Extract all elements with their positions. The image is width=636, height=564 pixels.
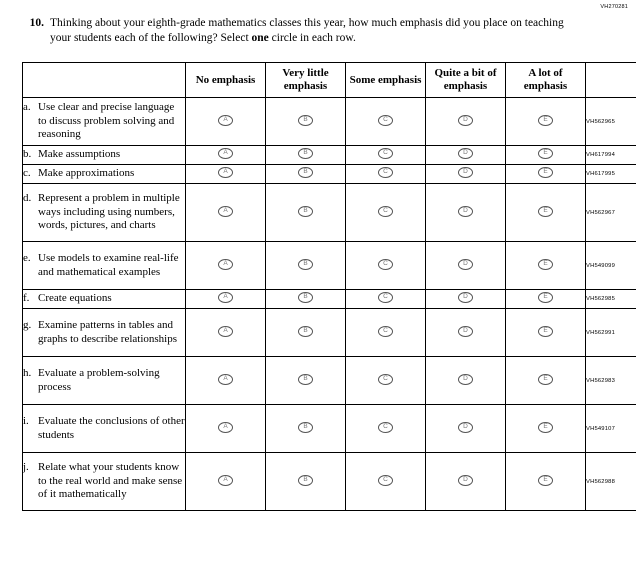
radio-bubble-label: D xyxy=(463,475,468,483)
radio-bubble-label: C xyxy=(383,326,388,334)
header-id-column xyxy=(586,63,636,98)
matrix-row-letter: c. xyxy=(23,167,31,180)
matrix-row-label-cell xyxy=(23,290,186,309)
table-row xyxy=(23,146,636,165)
radio-bubble[interactable] xyxy=(218,422,233,433)
radio-bubble-label: A xyxy=(223,259,228,267)
radio-bubble-label: D xyxy=(463,326,468,334)
radio-option-cell[interactable] xyxy=(426,453,506,511)
radio-option-cell[interactable] xyxy=(266,242,346,290)
radio-option-cell[interactable] xyxy=(506,184,586,242)
radio-bubble[interactable] xyxy=(538,259,553,270)
radio-option-cell[interactable] xyxy=(346,309,426,357)
matrix-row-label: Evaluate a problem-solving process xyxy=(38,367,160,393)
radio-option-cell[interactable] xyxy=(426,405,506,453)
radio-bubble-label: B xyxy=(303,475,308,483)
radio-option-cell[interactable] xyxy=(266,453,346,511)
radio-bubble-label: E xyxy=(543,206,548,214)
matrix-row-label: Make approximations xyxy=(38,167,135,180)
radio-bubble-label: A xyxy=(223,374,228,382)
radio-bubble[interactable] xyxy=(538,326,553,337)
radio-bubble[interactable] xyxy=(378,206,393,217)
radio-bubble[interactable] xyxy=(378,374,393,385)
table-body xyxy=(23,98,636,511)
matrix-row-label-cell xyxy=(23,453,186,511)
radio-option-cell[interactable] xyxy=(346,184,426,242)
radio-bubble[interactable] xyxy=(458,206,473,217)
radio-bubble-label: C xyxy=(383,374,388,382)
table-row xyxy=(23,405,636,453)
row-item-id: VH617995 xyxy=(586,165,636,184)
radio-bubble[interactable] xyxy=(218,167,233,178)
radio-bubble-label: B xyxy=(303,259,308,267)
radio-bubble[interactable] xyxy=(298,374,313,385)
radio-option-cell[interactable] xyxy=(266,309,346,357)
radio-bubble-label: E xyxy=(543,149,548,156)
matrix-row-label: Use clear and precise language to discuss problem solving and reasoning xyxy=(38,101,175,141)
radio-option-cell[interactable] xyxy=(346,146,426,165)
radio-bubble[interactable] xyxy=(218,326,233,337)
radio-bubble[interactable] xyxy=(218,206,233,217)
radio-option-cell[interactable] xyxy=(506,405,586,453)
radio-bubble[interactable] xyxy=(218,374,233,385)
table-header-row xyxy=(23,63,636,98)
radio-bubble[interactable] xyxy=(538,148,553,159)
radio-bubble[interactable] xyxy=(218,115,233,126)
table-row xyxy=(23,98,636,146)
radio-bubble-label: D xyxy=(463,149,468,156)
matrix-row-letter: h. xyxy=(23,367,32,379)
radio-bubble[interactable] xyxy=(538,374,553,385)
radio-bubble[interactable] xyxy=(298,259,313,270)
radio-option-cell[interactable] xyxy=(186,242,266,290)
radio-bubble-label: C xyxy=(383,259,388,267)
row-item-id: VH562988 xyxy=(586,453,636,511)
radio-bubble[interactable] xyxy=(458,167,473,178)
radio-bubble-label: D xyxy=(463,168,468,175)
radio-bubble-label: B xyxy=(303,149,308,156)
matrix-row-label-cell xyxy=(23,309,186,357)
radio-bubble[interactable] xyxy=(378,167,393,178)
question-text-part1: Thinking about your eighth-grade mathematics classes this year, how much emphasis did you place on teaching your students each of the following? Select xyxy=(50,17,564,44)
radio-option-cell[interactable] xyxy=(186,309,266,357)
radio-bubble[interactable] xyxy=(378,326,393,337)
radio-option-cell[interactable] xyxy=(266,146,346,165)
radio-bubble[interactable] xyxy=(458,326,473,337)
radio-bubble-label: A xyxy=(223,115,228,123)
header-some-emphasis: Some emphasis xyxy=(346,63,426,98)
radio-bubble[interactable] xyxy=(538,475,553,486)
row-item-id: VH562967 xyxy=(586,184,636,242)
matrix-row-label-cell xyxy=(23,98,186,146)
table-row xyxy=(23,290,636,309)
radio-option-cell[interactable] xyxy=(266,98,346,146)
matrix-row-label-cell xyxy=(23,165,186,184)
matrix-row-label: Represent a problem in multiple ways including using numbers, words, pictures, and charts xyxy=(38,192,180,232)
radio-bubble[interactable] xyxy=(298,422,313,433)
header-item-column xyxy=(23,63,186,98)
radio-option-cell[interactable] xyxy=(506,242,586,290)
radio-bubble-label: E xyxy=(543,168,548,175)
radio-bubble[interactable] xyxy=(218,292,233,303)
table-row xyxy=(23,309,636,357)
radio-option-cell[interactable] xyxy=(506,98,586,146)
radio-option-cell[interactable] xyxy=(186,290,266,309)
matrix-row-label: Create equations xyxy=(38,292,112,305)
radio-bubble-label: B xyxy=(303,293,308,300)
matrix-row-label-cell xyxy=(23,405,186,453)
radio-bubble-label: E xyxy=(543,115,548,123)
question-block xyxy=(22,16,592,45)
question-number: 10. xyxy=(29,17,44,29)
radio-bubble[interactable] xyxy=(458,148,473,159)
radio-bubble[interactable] xyxy=(378,148,393,159)
radio-bubble-label: E xyxy=(543,293,548,300)
radio-bubble-label: A xyxy=(223,149,228,156)
radio-bubble[interactable] xyxy=(538,206,553,217)
radio-bubble-label: E xyxy=(543,259,548,267)
radio-option-cell[interactable] xyxy=(426,290,506,309)
radio-bubble[interactable] xyxy=(458,422,473,433)
row-item-id: VH562985 xyxy=(586,290,636,309)
radio-bubble[interactable] xyxy=(298,115,313,126)
radio-bubble-label: D xyxy=(463,206,468,214)
matrix-row-letter: a. xyxy=(23,101,31,114)
radio-bubble-label: D xyxy=(463,115,468,123)
radio-option-cell[interactable] xyxy=(506,165,586,184)
radio-bubble-label: A xyxy=(223,475,228,483)
radio-option-cell[interactable] xyxy=(186,453,266,511)
table-row xyxy=(23,357,636,405)
header-no-emphasis: No emphasis xyxy=(186,63,266,98)
radio-bubble[interactable] xyxy=(218,148,233,159)
radio-option-cell[interactable] xyxy=(506,453,586,511)
radio-bubble-label: D xyxy=(463,293,468,300)
matrix-row-label: Make assumptions xyxy=(38,148,121,161)
radio-option-cell[interactable] xyxy=(426,165,506,184)
matrix-row-letter: g. xyxy=(23,319,32,331)
radio-option-cell[interactable] xyxy=(426,98,506,146)
radio-bubble[interactable] xyxy=(378,422,393,433)
radio-bubble[interactable] xyxy=(458,292,473,303)
radio-option-cell[interactable] xyxy=(346,453,426,511)
radio-bubble[interactable] xyxy=(298,167,313,178)
radio-bubble[interactable] xyxy=(298,326,313,337)
radio-bubble-label: B xyxy=(303,326,308,334)
table-row xyxy=(23,184,636,242)
header-a-lot-of-emphasis: A lot of emphasis xyxy=(506,63,586,98)
radio-option-cell[interactable] xyxy=(186,165,266,184)
radio-bubble[interactable] xyxy=(538,422,553,433)
page-corner-item-id: VH270281 xyxy=(600,4,628,10)
radio-bubble-label: C xyxy=(383,149,388,156)
radio-bubble[interactable] xyxy=(538,167,553,178)
radio-option-cell[interactable] xyxy=(426,146,506,165)
radio-option-cell[interactable] xyxy=(346,242,426,290)
header-quite-a-bit-of-emphasis: Quite a bit of emphasis xyxy=(426,63,506,98)
radio-bubble[interactable] xyxy=(378,259,393,270)
radio-option-cell[interactable] xyxy=(346,357,426,405)
matrix-row-label-cell xyxy=(23,357,186,405)
emphasis-matrix-table xyxy=(22,62,636,511)
radio-bubble-label: D xyxy=(463,259,468,267)
radio-bubble[interactable] xyxy=(378,292,393,303)
radio-bubble[interactable] xyxy=(298,292,313,303)
radio-bubble-label: E xyxy=(543,475,548,483)
matrix-row-letter: e. xyxy=(23,252,31,264)
table-row xyxy=(23,453,636,511)
radio-option-cell[interactable] xyxy=(506,357,586,405)
row-item-id: VH562991 xyxy=(586,309,636,357)
matrix-row-letter: f. xyxy=(23,292,30,305)
matrix-row-letter: i. xyxy=(23,415,29,427)
radio-bubble-label: B xyxy=(303,115,308,123)
radio-bubble[interactable] xyxy=(458,374,473,385)
row-item-id: VH562965 xyxy=(586,98,636,146)
radio-option-cell[interactable] xyxy=(506,290,586,309)
matrix-row-letter: b. xyxy=(23,148,32,161)
radio-option-cell[interactable] xyxy=(186,405,266,453)
radio-option-cell[interactable] xyxy=(266,184,346,242)
radio-option-cell[interactable] xyxy=(346,98,426,146)
radio-bubble[interactable] xyxy=(458,259,473,270)
question-text-emphasis: one xyxy=(251,31,269,44)
radio-bubble-label: C xyxy=(383,168,388,175)
radio-bubble-label: B xyxy=(303,168,308,175)
matrix-row-letter: d. xyxy=(23,192,32,205)
radio-bubble-label: C xyxy=(383,475,388,483)
radio-option-cell[interactable] xyxy=(186,184,266,242)
radio-bubble-label: E xyxy=(543,374,548,382)
radio-bubble[interactable] xyxy=(458,115,473,126)
radio-bubble-label: C xyxy=(383,422,388,430)
radio-option-cell[interactable] xyxy=(426,357,506,405)
radio-bubble[interactable] xyxy=(378,115,393,126)
radio-option-cell[interactable] xyxy=(186,357,266,405)
radio-option-cell[interactable] xyxy=(266,165,346,184)
radio-bubble[interactable] xyxy=(218,475,233,486)
radio-bubble-label: A xyxy=(223,422,228,430)
radio-bubble[interactable] xyxy=(458,475,473,486)
matrix-row-letter: j. xyxy=(23,461,29,474)
radio-option-cell[interactable] xyxy=(186,146,266,165)
radio-bubble-label: D xyxy=(463,374,468,382)
matrix-row-label: Relate what your students know to the real world and make sense of it mathematically xyxy=(38,461,183,501)
table-row xyxy=(23,165,636,184)
row-item-id: VH562983 xyxy=(586,357,636,405)
header-very-little-emphasis: Very little emphasis xyxy=(266,63,346,98)
matrix-row-label: Examine patterns in tables and graphs to describe relationships xyxy=(38,319,177,345)
radio-bubble-label: B xyxy=(303,374,308,382)
question-text xyxy=(50,16,570,45)
radio-bubble-label: A xyxy=(223,206,228,214)
radio-bubble-label: A xyxy=(223,326,228,334)
radio-bubble-label: A xyxy=(223,293,228,300)
radio-bubble-label: E xyxy=(543,422,548,430)
radio-option-cell[interactable] xyxy=(506,309,586,357)
row-item-id: VH617994 xyxy=(586,146,636,165)
radio-option-cell[interactable] xyxy=(266,357,346,405)
radio-option-cell[interactable] xyxy=(426,242,506,290)
radio-bubble-label: D xyxy=(463,422,468,430)
radio-bubble[interactable] xyxy=(298,206,313,217)
matrix-row-label-cell xyxy=(23,184,186,242)
row-item-id: VH549107 xyxy=(586,405,636,453)
radio-bubble[interactable] xyxy=(298,475,313,486)
matrix-row-label-cell xyxy=(23,146,186,165)
radio-bubble[interactable] xyxy=(218,259,233,270)
matrix-row-label: Use models to examine real-life and mathematical examples xyxy=(38,252,179,278)
radio-bubble-label: C xyxy=(383,293,388,300)
question-text-part2: circle in each row. xyxy=(268,31,356,44)
radio-option-cell[interactable] xyxy=(346,290,426,309)
radio-bubble-label: C xyxy=(383,206,388,214)
radio-option-cell[interactable] xyxy=(426,309,506,357)
radio-bubble-label: C xyxy=(383,115,388,123)
radio-option-cell[interactable] xyxy=(506,146,586,165)
radio-bubble-label: A xyxy=(223,168,228,175)
radio-bubble-label: B xyxy=(303,422,308,430)
radio-option-cell[interactable] xyxy=(346,405,426,453)
matrix-row-label: Evaluate the conclusions of other students xyxy=(38,415,185,441)
radio-option-cell[interactable] xyxy=(426,184,506,242)
matrix-row-label-cell xyxy=(23,242,186,290)
radio-bubble[interactable] xyxy=(538,115,553,126)
radio-option-cell[interactable] xyxy=(266,405,346,453)
radio-bubble[interactable] xyxy=(378,475,393,486)
row-item-id: VH549099 xyxy=(586,242,636,290)
radio-option-cell[interactable] xyxy=(186,98,266,146)
radio-option-cell[interactable] xyxy=(346,165,426,184)
radio-bubble[interactable] xyxy=(298,148,313,159)
radio-bubble[interactable] xyxy=(538,292,553,303)
radio-bubble-label: E xyxy=(543,326,548,334)
table-row xyxy=(23,242,636,290)
radio-bubble-label: B xyxy=(303,206,308,214)
radio-option-cell[interactable] xyxy=(266,290,346,309)
